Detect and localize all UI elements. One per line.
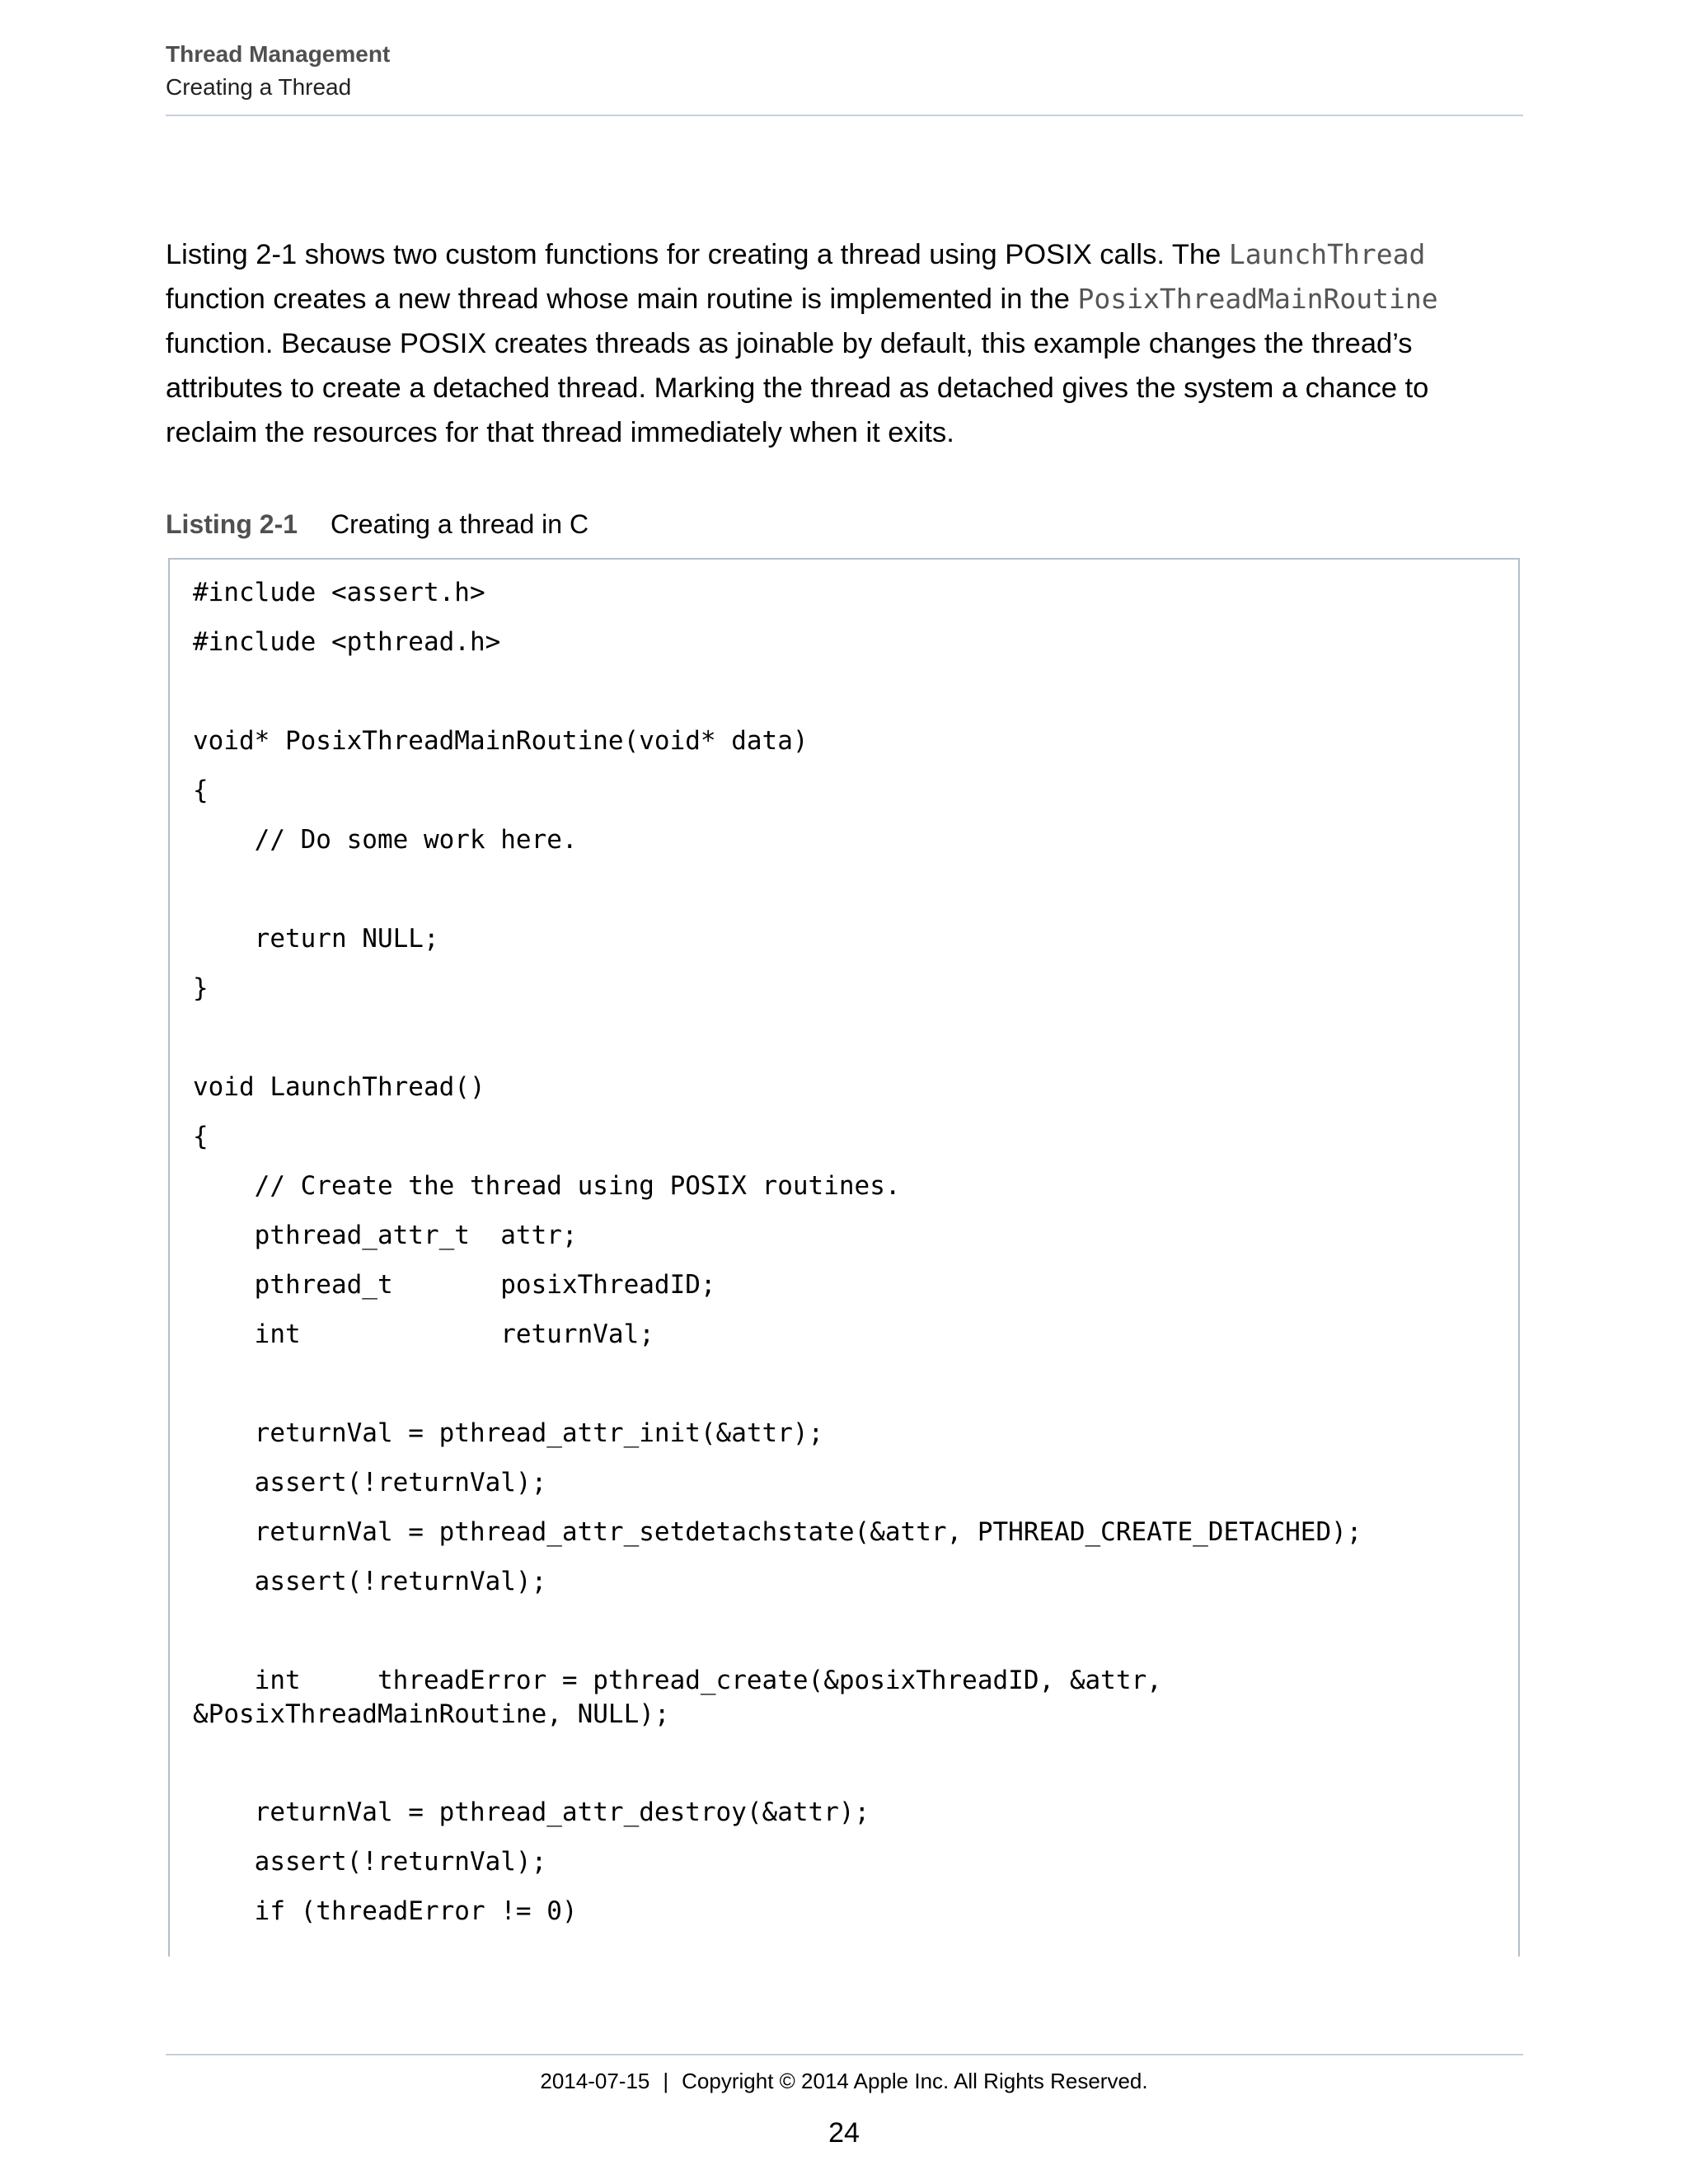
code-line: assert(!returnVal); [193, 1567, 547, 1596]
inline-code-launchthread: LaunchThread [1228, 238, 1426, 270]
inline-code-posixthreadmainroutine: PosixThreadMainRoutine [1077, 283, 1438, 315]
code-listing [168, 558, 1520, 1957]
code-line: assert(!returnVal); [193, 1468, 547, 1497]
code-line: void* PosixThreadMainRoutine(void* data) [193, 726, 809, 756]
intro-text-3: function. Because POSIX creates threads as joinable by default, this example changes the thread’s attributes to create a detached thread. Marking the thread as detached gives the system a chance to reclaim the resources for that thread immediately when it exits. [166, 328, 1429, 448]
footer-divider [166, 2054, 1523, 2055]
footer-copyright: Copyright © 2014 Apple Inc. All Rights Reserved. [682, 2069, 1148, 2093]
code-line: int returnVal; [193, 1319, 654, 1349]
intro-paragraph [166, 232, 1526, 455]
code-line: { [193, 776, 209, 805]
running-header [166, 38, 1523, 104]
code-line: } [193, 973, 209, 1003]
chapter-title: Thread Management [166, 41, 391, 67]
code-line: &PosixThreadMainRoutine, NULL); [193, 1699, 670, 1729]
code-line: pthread_attr_t attr; [193, 1221, 578, 1250]
intro-text-2: function creates a new thread whose main routine is implemented in the [166, 284, 1078, 315]
intro-text-1: Listing 2-1 shows two custom functions for creating a thread using POSIX calls. The [166, 239, 1229, 270]
code-line: int threadError = pthread_create(&posixThreadID, &attr, [193, 1666, 1162, 1695]
code-line: assert(!returnVal); [193, 1847, 547, 1877]
listing-caption [166, 506, 588, 542]
section-title: Creating a Thread [166, 74, 352, 100]
header-divider [166, 115, 1523, 116]
code-line: returnVal = pthread_attr_init(&attr); [193, 1418, 824, 1448]
code-line: #include <assert.h> [193, 578, 485, 607]
code-line: void LaunchThread() [193, 1072, 485, 1102]
code-line: pthread_t posixThreadID; [193, 1270, 716, 1300]
code-line: returnVal = pthread_attr_destroy(&attr); [193, 1797, 870, 1827]
code-line: #include <pthread.h> [193, 627, 501, 657]
listing-title: Creating a thread in C [331, 509, 589, 539]
code-line: returnVal = pthread_attr_setdetachstate(&attr, PTHREAD_CREATE_DETACHED); [193, 1517, 1362, 1547]
code-line: return NULL; [193, 924, 439, 954]
code-line: // Do some work here. [193, 825, 578, 855]
code-line: { [193, 1122, 209, 1151]
footer-separator: | [663, 2069, 669, 2093]
listing-label: Listing 2-1 [166, 509, 298, 539]
code-line: if (threadError != 0) [193, 1896, 578, 1926]
code-line: // Create the thread using POSIX routines. [193, 1171, 901, 1201]
page-footer [0, 2066, 1688, 2096]
page-number: 24 [828, 2117, 860, 2149]
footer-date: 2014-07-15 [540, 2069, 650, 2093]
